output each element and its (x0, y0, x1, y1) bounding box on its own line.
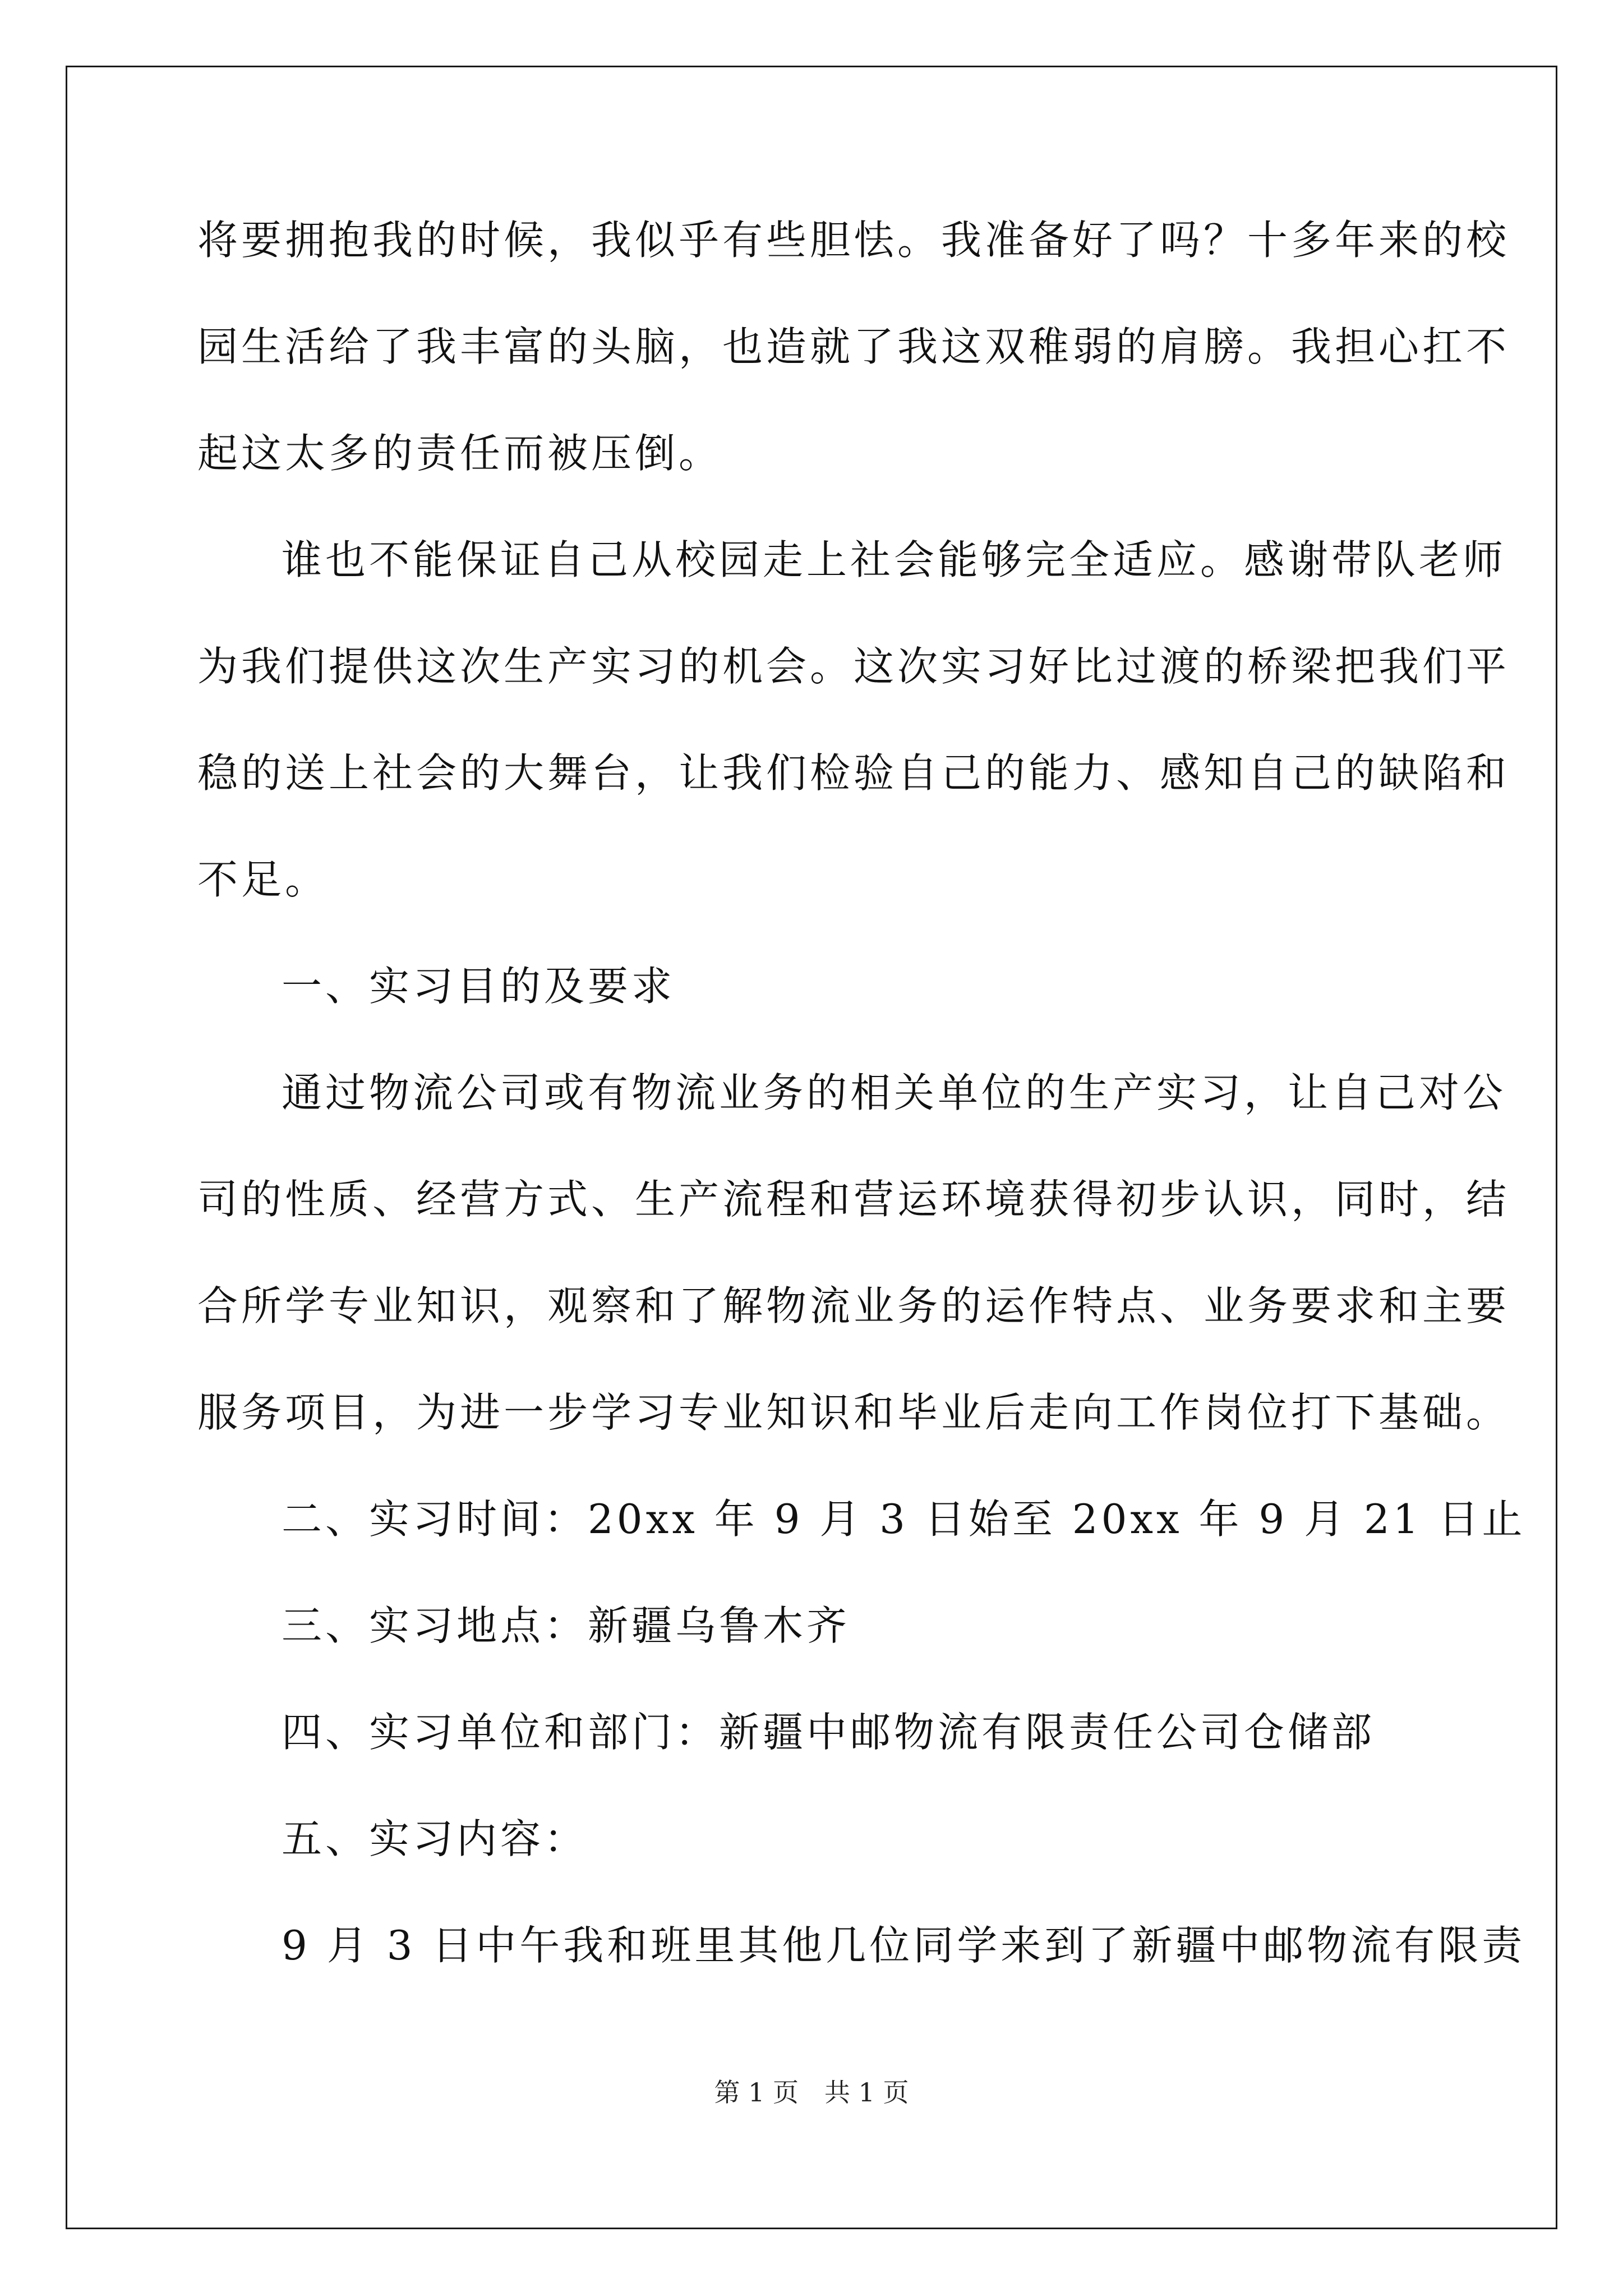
section-heading: 二、实习时间：20xx 年 9 月 3 日始至 20xx 年 9 月 21 日止 (282, 1496, 1526, 1543)
section-heading: 一、实习目的及要求 (282, 963, 676, 1010)
text-line: 园生活给了我丰富的头脑，也造就了我这双稚弱的肩膀。我担心扛不 (197, 323, 1510, 370)
text-line: 不足。 (197, 856, 329, 903)
text-line: 服务项目，为进一步学习专业知识和毕业后走向工作岗位打下基础。 (197, 1389, 1510, 1436)
paragraph-first-line: 9 月 3 日中午我和班里其他几位同学来到了新疆中邮物流有限责 (282, 1922, 1526, 1969)
section-heading: 五、实习内容： (282, 1815, 588, 1862)
text-line: 稳的送上社会的大舞台，让我们检验自己的能力、感知自己的缺陷和 (197, 749, 1510, 797)
page-border (66, 66, 1557, 2229)
page-number-footer: 第 1 页 共 1 页 (714, 2077, 909, 2108)
section-heading: 四、实习单位和部门：新疆中邮物流有限责任公司仓储部 (282, 1709, 1376, 1756)
text-line: 为我们提供这次生产实习的机会。这次实习好比过渡的桥梁把我们平 (197, 643, 1510, 690)
section-heading: 三、实习地点：新疆乌鲁木齐 (282, 1602, 851, 1649)
text-line: 将要拥抱我的时候，我似乎有些胆怯。我准备好了吗？十多年来的校 (197, 217, 1510, 264)
text-line: 起这太多的责任而被压倒。 (197, 430, 723, 477)
paragraph-first-line: 通过物流公司或有物流业务的相关单位的生产实习，让自己对公 (282, 1069, 1507, 1116)
text-line: 司的性质、经营方式、生产流程和营运环境获得初步认识，同时，结 (197, 1176, 1510, 1223)
text-line: 合所学专业知识，观察和了解物流业务的运作特点、业务要求和主要 (197, 1282, 1510, 1329)
paragraph-first-line: 谁也不能保证自己从校园走上社会能够完全适应。感谢带队老师 (282, 536, 1507, 583)
